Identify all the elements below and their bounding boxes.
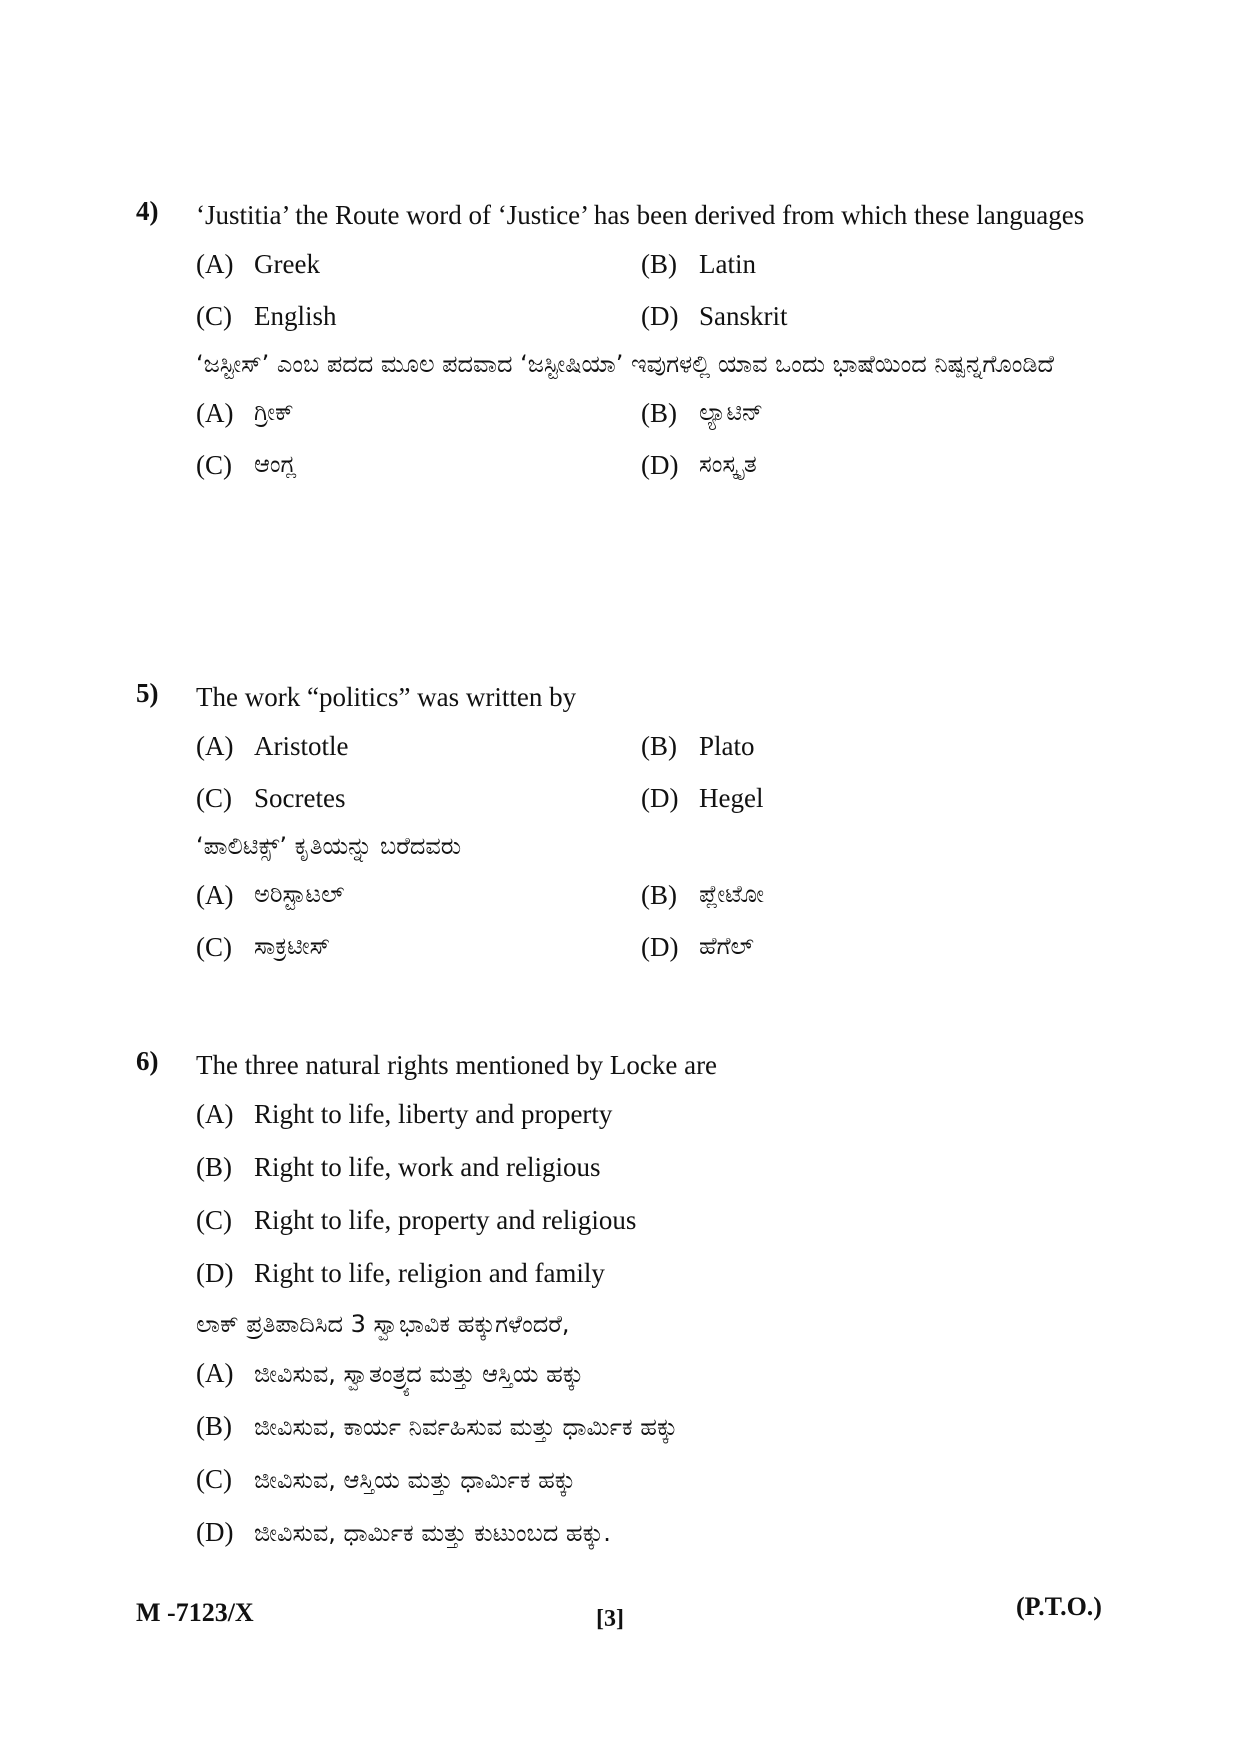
option-text: ಜೀವಿಸುವ, ಸ್ವಾತಂತ್ರ್ಯದ ಮತ್ತು ಆಸ್ತಿಯ ಹಕ್ಕು — [254, 1359, 584, 1388]
options-row-kn — [196, 439, 1086, 491]
option-label: (D) — [641, 931, 679, 962]
option-label: (B) — [641, 730, 677, 761]
option-text: ಸಂಸ್ಕೃತ — [699, 449, 757, 478]
question-text-en: ‘Justitia’ the Route word of ‘Justice’ has been derived from which these languages — [196, 200, 1085, 230]
option-text: Plato — [699, 730, 755, 761]
option-b-kn[interactable] — [641, 398, 1086, 429]
options-row-kn — [196, 869, 1086, 921]
question-4 — [136, 196, 1086, 491]
question-text-kn: ಲಾಕ್ ಪ್ರತಿಪಾದಿಸಿದ 3 ಸ್ವಾಭಾವಿಕ ಹಕ್ಕುಗಳೆಂದರೆ, — [196, 1310, 570, 1338]
option-c[interactable] — [196, 783, 641, 814]
option-label: (A) — [196, 1099, 234, 1129]
options-row-en — [196, 238, 1086, 290]
question-text-kn: ‘ಜಸ್ಟೀಸ್’ ಎಂಬ ಪದದ ಮೂಲ ಪದವಾದ ‘ಜಸ್ಟೀಷಿಯಾ’ ಇವುಗಳಲ್ಲಿ ಯಾವ ಒಂದು ಭಾಷೆಯಿಂದ ನಿಷ್ಪನ್ನಗೊಂಡಿದೆ — [196, 350, 1054, 378]
option-text: Hegel — [699, 782, 764, 813]
option-b[interactable] — [641, 249, 1086, 280]
option-c-kn[interactable] — [196, 1453, 1086, 1506]
option-label: (D) — [196, 1517, 234, 1547]
option-text: Right to life, liberty and property — [254, 1099, 613, 1129]
option-label: (B) — [196, 1152, 232, 1182]
option-label: (C) — [196, 300, 232, 331]
option-text: English — [254, 300, 337, 331]
option-d[interactable] — [641, 301, 1086, 332]
option-b-kn[interactable] — [196, 1400, 1086, 1453]
option-label: (C) — [196, 449, 232, 480]
option-c-kn[interactable] — [196, 450, 641, 481]
option-text: ಗ್ರೀಕ್ — [254, 397, 294, 426]
option-b[interactable] — [641, 731, 1086, 762]
option-text: ಲ್ಯಾಟಿನ್ — [699, 397, 764, 426]
option-label: (C) — [196, 782, 232, 813]
option-d-kn[interactable] — [641, 450, 1086, 481]
options-row-en — [196, 290, 1086, 342]
option-text: Aristotle — [254, 730, 349, 761]
question-number: 5) — [136, 678, 159, 708]
option-a-kn[interactable] — [196, 1347, 1086, 1400]
options-row-kn — [196, 921, 1086, 973]
option-d[interactable] — [196, 1247, 1086, 1300]
option-label: (B) — [641, 879, 677, 910]
pto-note: (P.T.O.) — [1016, 1592, 1102, 1621]
option-a[interactable] — [196, 1088, 1086, 1141]
option-label: (D) — [641, 782, 679, 813]
option-a-kn[interactable] — [196, 880, 641, 911]
option-label: (A) — [196, 1358, 234, 1388]
option-label: (D) — [196, 1258, 234, 1288]
question-text-en: The work “politics” was written by — [196, 682, 577, 712]
question-number: 4) — [136, 196, 159, 226]
option-a-kn[interactable] — [196, 398, 641, 429]
option-a[interactable] — [196, 731, 641, 762]
option-text: ಜೀವಿಸುವ, ಧಾರ್ಮಿಕ ಮತ್ತು ಕುಟುಂಬದ ಹಕ್ಕು. — [254, 1518, 611, 1547]
option-d-kn[interactable] — [196, 1506, 1086, 1559]
option-label: (D) — [641, 449, 679, 480]
question-5 — [136, 678, 1086, 973]
option-text: ಅರಿಸ್ಟಾಟಲ್ — [254, 879, 345, 908]
option-label: (B) — [196, 1411, 232, 1441]
option-c-kn[interactable] — [196, 932, 641, 963]
option-text: ಜೀವಿಸುವ, ಆಸ್ತಿಯ ಮತ್ತು ಧಾರ್ಮಿಕ ಹಕ್ಕು — [254, 1465, 576, 1494]
options-row-en — [196, 772, 1086, 824]
option-label: (C) — [196, 1464, 232, 1494]
question-text-en: The three natural rights mentioned by Locke are — [196, 1050, 718, 1080]
option-d[interactable] — [641, 783, 1086, 814]
option-text: ಪ್ಲೇಟೋ — [699, 879, 765, 908]
option-c[interactable] — [196, 1194, 1086, 1247]
option-text: Right to life, religion and family — [254, 1258, 605, 1288]
option-text: ಹೆಗೆಲ್ — [699, 931, 754, 960]
paper-code: M -7123/X — [136, 1598, 254, 1627]
option-label: (A) — [196, 879, 234, 910]
option-text: ಜೀವಿಸುವ, ಕಾರ್ಯ ನಿರ್ವಹಿಸುವ ಮತ್ತು ಧಾರ್ಮಿಕ ಹಕ್ಕು — [254, 1412, 678, 1441]
question-number: 6) — [136, 1046, 159, 1076]
option-label: (C) — [196, 1205, 232, 1235]
option-text: Right to life, property and religious — [254, 1205, 637, 1235]
option-text: ಸಾಕ್ರಟೀಸ್ — [254, 931, 331, 960]
page-number: [3] — [596, 1606, 624, 1632]
option-text: ಆಂಗ್ಲ — [254, 449, 297, 478]
option-label: (A) — [196, 730, 234, 761]
question-text-kn: ‘ಪಾಲಿಟಿಕ್ಸ್’ ಕೃತಿಯನ್ನು ಬರೆದವರು — [196, 832, 462, 860]
option-text: Sanskrit — [699, 300, 788, 331]
option-label: (B) — [641, 248, 677, 279]
option-text: Latin — [699, 248, 756, 279]
option-c[interactable] — [196, 301, 641, 332]
option-label: (A) — [196, 397, 234, 428]
question-6 — [136, 1046, 1086, 1559]
option-label: (C) — [196, 931, 232, 962]
option-b-kn[interactable] — [641, 880, 1086, 911]
options-row-en — [196, 720, 1086, 772]
option-a[interactable] — [196, 249, 641, 280]
option-b[interactable] — [196, 1141, 1086, 1194]
option-text: Greek — [254, 248, 320, 279]
options-row-kn — [196, 387, 1086, 439]
option-d-kn[interactable] — [641, 932, 1086, 963]
option-label: (A) — [196, 248, 234, 279]
option-text: Right to life, work and religious — [254, 1152, 601, 1182]
option-text: Socretes — [254, 782, 346, 813]
option-label: (B) — [641, 397, 677, 428]
option-label: (D) — [641, 300, 679, 331]
